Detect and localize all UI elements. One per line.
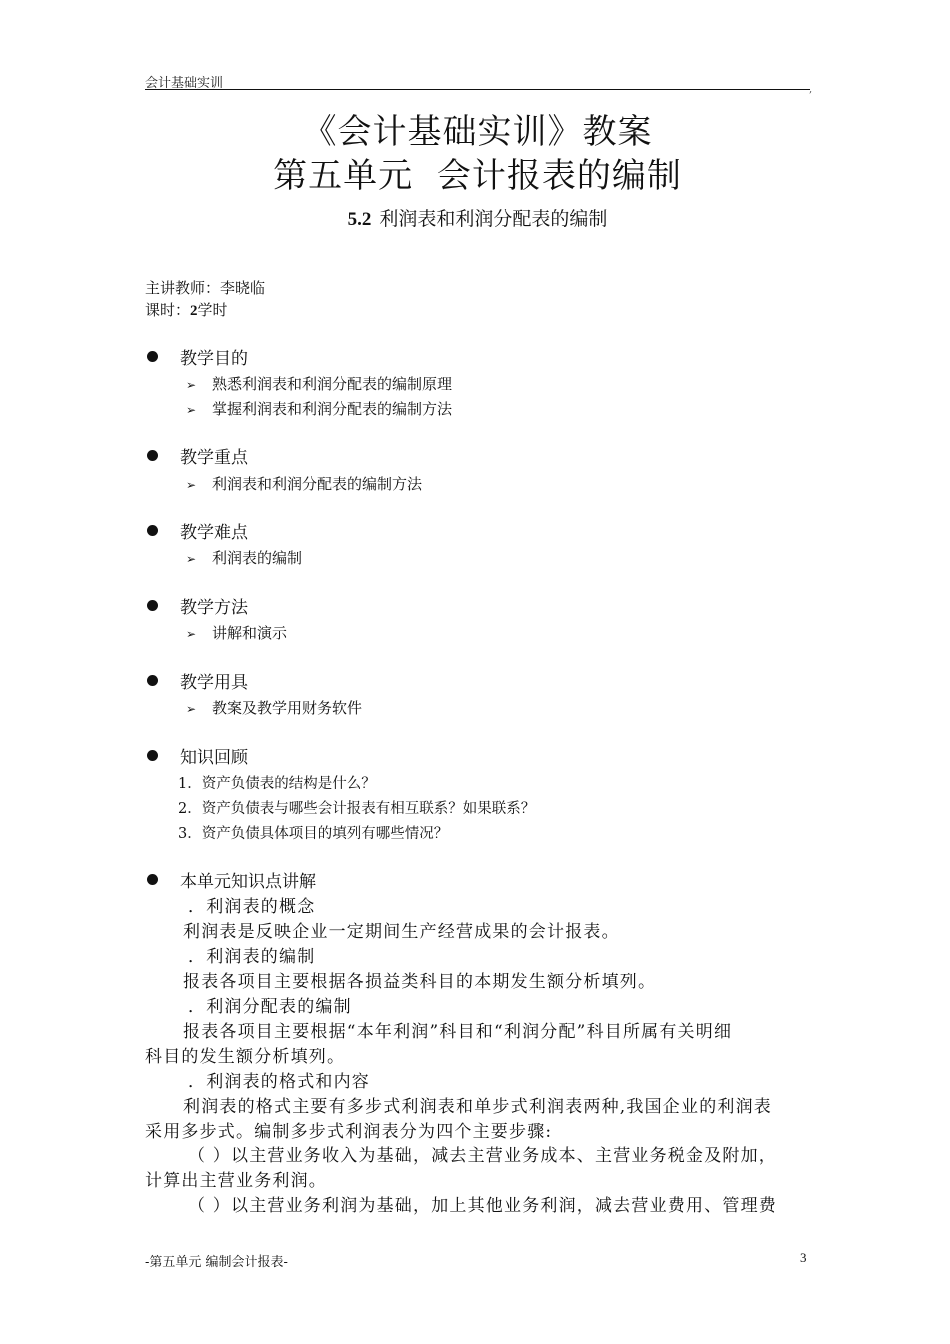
paragraph-line: 报表各项目主要根据“本年利润”科目和“利润分配”科目所属有关明细 — [183, 1022, 733, 1042]
section-heading-label: 本单元知识点讲解 — [180, 872, 316, 892]
section-heading-label: 教学重点 — [180, 448, 248, 468]
paragraph-line: 利润表的格式主要有多步式利润表和单步式利润表两种,我国企业的利润表 — [183, 1097, 773, 1117]
list-item-text: 熟悉利润表和利润分配表的编制原理 — [212, 375, 453, 393]
paragraph-line: 科目的发生额分析填列。 — [145, 1047, 346, 1067]
list-item — [186, 547, 302, 568]
paragraph-line: 计算出主营业务利润。 — [145, 1171, 327, 1191]
list-item — [186, 373, 452, 394]
paragraph-line: 利润表是反映企业一定期间生产经营成果的会计报表。 — [183, 922, 620, 942]
list-item-text: 利润表的编制 — [212, 549, 303, 567]
section-number: 5.2 — [347, 209, 372, 230]
section-heading-label: 教学用具 — [180, 673, 248, 693]
bullet-icon — [147, 525, 158, 536]
bullet-icon — [147, 351, 158, 362]
subheading: ．利润表的编制 — [188, 947, 316, 967]
hours-value: 2 — [190, 303, 198, 319]
section-heading-label: 知识回顾 — [180, 748, 248, 768]
arrow-bullet-icon: ➢ — [186, 552, 197, 566]
bullet-icon — [147, 675, 158, 686]
hours-label: 课时： — [145, 301, 191, 319]
hours-unit: 学时 — [197, 301, 228, 319]
paragraph-line: 报表各项目主要根据各损益类科目的本期发生额分析填列。 — [183, 972, 657, 992]
paragraph-line: （ ）以主营业务收入为基础，减去主营业务成本、主营业务税金及附加， — [188, 1146, 778, 1166]
list-item-text: 掌握利润表和利润分配表的编制方法 — [212, 400, 453, 418]
numbered-item: 2．资产负债表与哪些会计报表有相互联系？如果联系？ — [178, 801, 536, 817]
list-item — [186, 473, 422, 494]
document-title: 《会计基础实训》教案 — [302, 112, 653, 152]
footer-text: -第五单元 编制会计报表- — [145, 1255, 288, 1270]
numbered-item: 1．资产负债表的结构是什么？ — [178, 776, 376, 792]
paragraph-line: （ ）以主营业务利润为基础，加上其他业务利润，减去营业费用、管理费 — [188, 1196, 778, 1216]
list-item-text: 教案及教学用财务软件 — [212, 699, 363, 717]
running-header: 会计基础实训 — [145, 76, 224, 91]
bullet-icon — [147, 600, 158, 611]
arrow-bullet-icon: ➢ — [186, 702, 197, 716]
section-title-text: 利润表和利润分配表的编制 — [379, 208, 608, 230]
hours-line — [145, 299, 228, 320]
section-heading-label: 教学难点 — [180, 523, 248, 543]
section-heading-label: 教学目的 — [180, 349, 248, 369]
list-item — [186, 398, 452, 419]
arrow-bullet-icon: ➢ — [186, 478, 197, 492]
header-rule — [145, 89, 810, 90]
bullet-icon — [147, 450, 158, 461]
list-item-text: 利润表和利润分配表的编制方法 — [212, 475, 423, 493]
header-corner-mark: , — [809, 84, 813, 95]
teacher-line — [145, 277, 265, 298]
paragraph-line: 采用多步式。编制多步式利润表分为四个主要步骤: — [145, 1122, 553, 1142]
subheading: ．利润表的格式和内容 — [188, 1072, 370, 1092]
list-item — [186, 697, 362, 718]
teacher-label: 主讲教师： — [145, 279, 221, 297]
subheading: ．利润分配表的编制 — [188, 997, 352, 1017]
bullet-icon — [147, 874, 158, 885]
list-item-text: 讲解和演示 — [212, 624, 288, 642]
unit-title: 第五单元 会计报表的编制 — [273, 156, 682, 196]
arrow-bullet-icon: ➢ — [186, 378, 197, 392]
bullet-icon — [147, 750, 158, 761]
section-heading-label: 教学方法 — [180, 598, 248, 618]
arrow-bullet-icon: ➢ — [186, 403, 197, 417]
arrow-bullet-icon: ➢ — [186, 627, 197, 641]
subheading: ．利润表的概念 — [188, 897, 316, 917]
list-item — [186, 622, 287, 643]
page-number: 3 — [800, 1250, 807, 1265]
numbered-item: 3．资产负债具体项目的填列有哪些情况？ — [178, 826, 449, 842]
section-title — [145, 204, 810, 231]
teacher-name: 李晓临 — [220, 279, 266, 297]
